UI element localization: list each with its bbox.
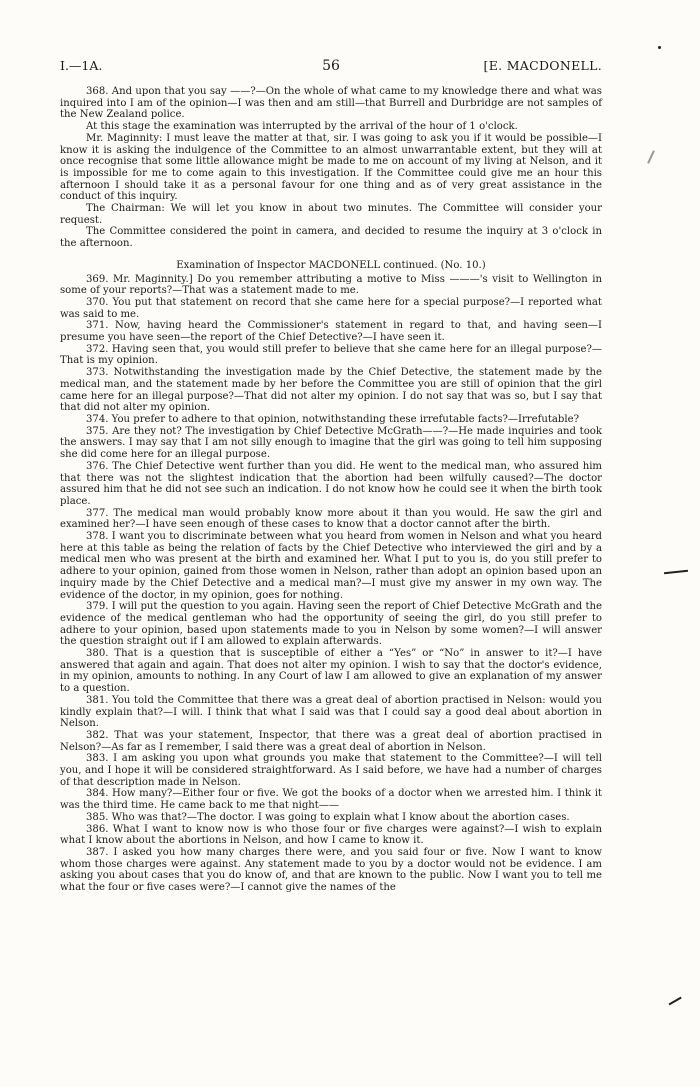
paragraph: 374. You prefer to adhere to that opinion, notwithstanding these irrefutable facts?—Irrefutable? xyxy=(86,413,579,425)
margin-mark xyxy=(647,150,655,164)
paragraph: At this stage the examination was interrupted by the arrival of the hour of 1 o'clock. xyxy=(86,121,518,133)
witness-name: [E. MACDONELL. xyxy=(483,58,602,73)
paragraph: The Chairman: We will let you know in about two minutes. The Committee will consider your request. xyxy=(60,203,602,226)
margin-mark xyxy=(669,997,682,1005)
paragraph: 377. The medical man would probably know more about it than you would. He saw the girl and examined her?—I have seen enough of these cases to know that a doctor cannot after the birth. xyxy=(60,507,602,531)
paragraph: 385. Who was that?—The doctor. I was going to explain what I know about the abortion cases. xyxy=(86,811,570,823)
paragraph: 378. I want you to discriminate between what you heard from women in Nelson and what you heard here at this table as being the relation of facts by the Chief Detective who interviewed the girl and by a medical men who was present at the birth and examined her. What I put to you is, do you still prefer to adhere to your opinion, gained from those women in Nelson, rather than adopt an opinion based upon an inquiry made by the Chief Detective and a medical man?—I must give my answer in my own way. The evidence of the doctor, in my opinion, goes for nothing. xyxy=(60,531,602,601)
margin-mark xyxy=(664,570,688,574)
section-heading: Examination of Inspector MACDONELL continued. (No. 10.) xyxy=(176,259,486,271)
document-reference: I.—1A. xyxy=(60,58,103,73)
paragraph: 375. Are they not? The investigation by Chief Detective McGrath——?—He made inquiries and took the answers. I may say that I am not silly enough to imagine that the girl was going to tell him supposing she did come here for an illegal purpose. xyxy=(60,425,602,461)
paragraph: 381. You told the Committee that there was a great deal of abortion practised in Nelson: would you kindly explain that?—I will. I think that what I said was that I could say a good deal about abortion in Nelson. xyxy=(60,694,602,730)
paragraph: 368. And upon that you say ——?—On the whole of what came to my knowledge there and what was inquired into I am of the opinion—I was then and am still—that Burrell and Durbridge are not samples of the New Zealand police. xyxy=(60,86,602,121)
paragraph: 369. Mr. Maginnity.] Do you remember attributing a motive to Miss ———'s visit to Wellington in some of your reports?—That was a statement made to me. xyxy=(60,273,602,297)
margin-mark xyxy=(658,46,661,49)
paragraph: Mr. Maginnity: I must leave the matter at that, sir. I was going to ask you if it would be possible—I know it is asking the indulgence of the Committee to an almost unwarrantable extent, but they will at once recognise that some little allowance might be made to me on account of my living at Nelson, and it is impossible for me to come again to this investigation. If the Committee could give me an hour this afternoon I should take it as a personal favour for one thing and as of very great assistance in the conduct of this inquiry. xyxy=(60,132,602,203)
paragraph: 387. I asked you how many charges there were, and you said four or five. Now I want to know whom those charges were against. Any statement made to you by a doctor would not be evidence. I am asking you about cases that you do know of, and that are known to the public. Now I want you to tell me what the four or five cases were?—I cannot give the names of the xyxy=(60,847,602,894)
paragraph: 379. I will put the question to you again. Having seen the report of Chief Detective McGrath and the evidence of the medical gentleman who had the opportunity of seeing the girl, do you still prefer to adhere to your opinion, based upon statements made to you in Nelson by some women?—I will answer the question straight out if I am allowed to explain afterwards. xyxy=(60,601,602,648)
paragraph: 384. How many?—Either four or five. We got the books of a doctor when we arrested him. I think it was the third time. He came back to me that night—— xyxy=(60,788,602,812)
paragraph: 386. What I want to know now is who those four or five charges were against?—I wish to explain what I know about the abortions in Nelson, and how I came to know it. xyxy=(60,823,602,847)
page-header xyxy=(60,58,602,76)
paragraph: 382. That was your statement, Inspector, that there was a great deal of abortion practised in Nelson?—As far as I remember, I said there was a great deal of abortion in Nelson. xyxy=(60,729,602,753)
paragraph: 376. The Chief Detective went further than you did. He went to the medical man, who assured him that there was not the slightest indication that the abortion had been wilfully caused?—The doctor assured him that he did not see such an indication. I do not know how he could see it when the birth took place. xyxy=(60,460,602,507)
paragraph: 370. You put that statement on record that she came here for a special purpose?—I reported what was said to me. xyxy=(60,296,602,320)
document-body xyxy=(60,86,602,894)
paragraph: 380. That is a question that is susceptible of either a “Yes” or “No” in answer to it?—I have answered that again and again. That does not alter my opinion. I wish to say that the doctor's evidence, in my opinion, amounts to nothing. In any Court of law I am allowed to give an explanation of my answer to a question. xyxy=(60,648,602,695)
paragraph: 371. Now, having heard the Commissioner's statement in regard to that, and having seen—I presume you have seen—the report of the Chief Detective?—I have seen it. xyxy=(60,320,602,344)
paragraph: The Committee considered the point in camera, and decided to resume the inquiry at 3 o'clock in the afternoon. xyxy=(60,226,602,250)
page-number: 56 xyxy=(322,58,340,74)
paragraph: 373. Notwithstanding the investigation made by the Chief Detective, the statement made by the medical man, and the statement made by her before the Committee you are still of opinion that the girl came here for an illegal purpose?—That did not alter my opinion. I do not say that was so, but I say that that did not alter my opinion. xyxy=(60,367,602,414)
paragraph: 372. Having seen that, you would still prefer to believe that she came here for an illegal purpose?—That is my opinion. xyxy=(60,343,602,367)
paragraph: 383. I am asking you upon what grounds you make that statement to the Committee?—I will tell you, and I hope it will be considered straightforward. As I said before, we have had a number of charges of that description made in Nelson. xyxy=(60,753,602,788)
